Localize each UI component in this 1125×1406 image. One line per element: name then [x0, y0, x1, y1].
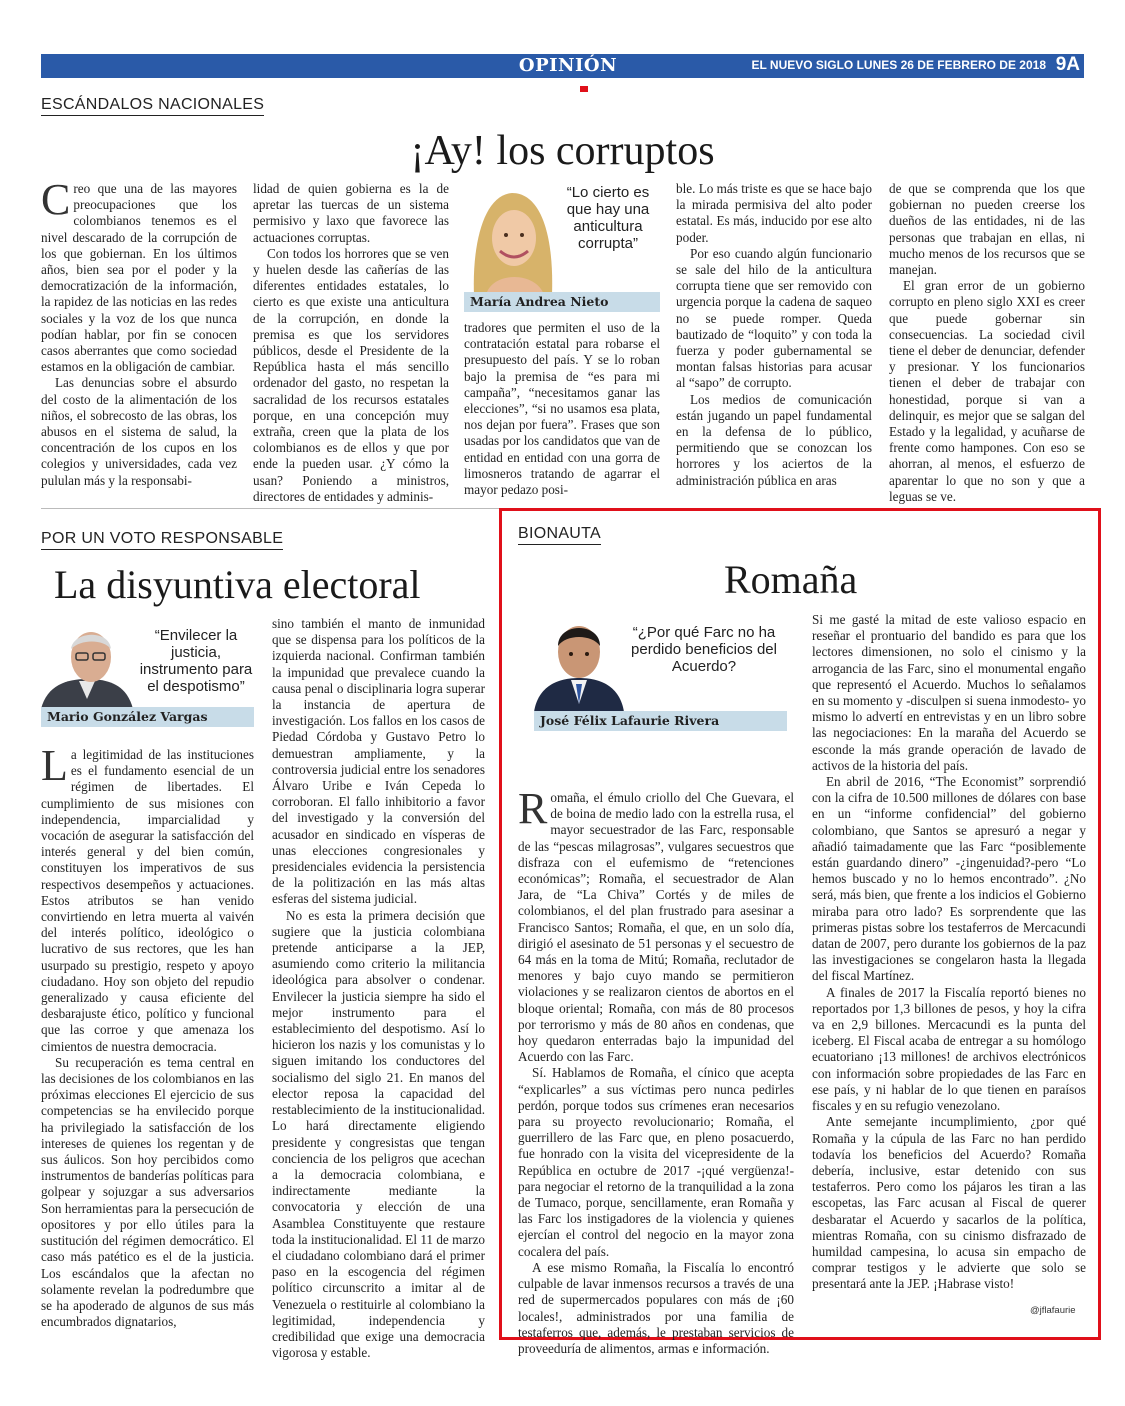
- kicker-bionauta: BIONAUTA: [518, 525, 601, 545]
- section-title: OPINIÓN: [518, 55, 618, 76]
- article-1-column-3: [464, 320, 660, 503]
- paragraph: ble. Lo más triste es que se hace bajo la mirada permisiva del alto poder estatal. Es más, inducido por ese alto poder.: [676, 181, 872, 245]
- kicker-voto-responsable: POR UN VOTO RESPONSABLE: [41, 530, 283, 550]
- paragraph: Sí. Hablamos de Romaña, el cínico que acepta “explicarles” a sus víctimas pero nunca pedirles perdón, porque todos sus crímenes eran necesarios para su proyecto revolucionario; Romaña, el guerrillero de las Farc que, en pleno posacuerdo, fue honrado con la visita del vicepresidente de la República en octubre de 2017 -¡qué vergüenza!- para negociar el retorno de la tranquilidad a la zona de Tumaco, porque, sencillamente, eran Romaña y las Farc los instigadores de la violencia y quienes ejercían el control del negocio en la mayor zona cocalera del país.: [518, 1065, 794, 1259]
- paragraph: de que se comprenda que los que gobiernan no pueden creerse los dueños de las entidades, ni de las personas que trabajan en ellas, ni mucho menos de los recursos que se manejan.: [889, 181, 1085, 278]
- article-1-column-2: [253, 181, 449, 503]
- pull-quote-lafaurie: “¿Por qué Farc no ha perdido beneficios del Acuerdo?: [631, 624, 777, 675]
- portrait-image: [41, 619, 133, 709]
- paragraph: No es esta la primera decisión que sugiere que la justicia colombiana pretende anticiparse a la JEP, asumiendo como criterio la militancia ideológica para absolver o condenar. Envilecer la justicia siempre ha sido el mejor instrumento para el establecimiento del despotismo. Así lo hicieron los nazis y los comunistas y lo siguen imitando los conductores del socialismo del siglo 21. En manos del elector reposa la capacidad del restablecimiento de la institucionalidad. Lo hará directamente eligiendo presidente y congresistas que tengan conciencia de los peligros que acechan a la democracia colombiana, e indirectamente mediante la convocatoria y elección de una Asamblea Constituyente que restaure toda la institucionalidad. El 11 de marzo el ciudadano colombiano dará el primer paso en la escogencia del régimen político circunscrito a imitar al de Venezuela o restituirle al colombiano la legitimidad, independencia y credibilidad que exige una democracia vigorosa y estable.: [272, 907, 486, 1361]
- paragraph: sino también el manto de inmunidad que se dispensa para los políticos de la izquierda nacional. Confirman también la impunidad que prevalece cuando la causa penal o disciplinaria logra superar la instancia de apertura de investigación. Los fallos en los casos de Piedad Córdoba y Gustavo Petro lo demuestran ampliamente, y la controversia judicial entre los senadores Álvaro Uribe e Iván Cepeda lo corroboran. El fallo inhibitorio a favor del investigado y la conversión del acusador en sindicado en vísperas de unas elecciones congresionales y presidenciales evidencia la persistencia de la politización en las más altas esferas del sistema judicial.: [272, 616, 485, 907]
- headline-romana: Romaña: [724, 557, 858, 602]
- paragraph: a legitimidad de las instituciones es el fundamento esencial de un régimen de libertades. El cumplimiento de sus misiones con independencia, imparcialidad y vocación de asegurar la satisfacción del interés general y del bien común, constituyen los imperativos de sus respectivos desempeños y actuaciones. Estos atributos se han venido convirtiendo en letra muerta al vaivén del interés político, ideológico o lucrativo de sus rectores, que les han usurpado su prestigio, respeto y apoyo ciudadano. Hoy son objeto del repudio generalizado y causa eficiente del desbarajuste ético, político y funcional que las corroe y que amenaza los cimientos de nuestra democracia.: [41, 747, 254, 1054]
- paragraph: Los medios de comunicación están jugando un papel fundamental en la defensa de lo público, permitiendo que se conozcan los horrores y los aciertos de la administración pública en aras: [676, 391, 872, 488]
- paragraph: Su recuperación es tema central en las decisiones de los colombianos en las próximas elecciones El ejercicio de sus competencias se ha envilecido porque ha privilegiado la satisfacción de los intereses de quienes los regentan y de sus áulicos. Son hoy percibidos como instrumentos de banderías políticas para golpear y sojuzgar a sus adversarios Son herramientas para la persecución de opositores y por ello útiles para la sustitución del régimen democrático. El caso más patético es el de la justicia. Los escándalos que la afectan no solamente revelan la podredumbre que se ha apoderado de algunos de sus más encumbrados dignatarios,: [41, 1054, 254, 1330]
- byline-gonzalez: Mario González Vargas: [41, 707, 254, 727]
- author-photo-nieto: [464, 183, 559, 295]
- pull-quote-gonzalez: “Envilecer la justicia, instrumento para el despotismo”: [139, 627, 253, 695]
- paragraph: En abril de 2016, “The Economist” sorprendió con la cifra de 10.500 millones de dólares con base en un “informe confidencial” del gobierno colombiano, que Santos se apresuró a negar y añadió taimadamente que las Farc “posiblemente están guardando dinero” -¿ingenuidad?-pero “Lo hemos buscado y no lo hemos encontrado”. ¿No será, más bien, que frente a los indicios el Gobierno miraba para otro lado? Es sorprendente que las primeras pistas sobre los testaferros de Mercacundi datan de 2007, pero durante los gobiernos de la paz las investigaciones se congelaron hasta la llegada del fiscal Martínez.: [812, 774, 1086, 984]
- dropcap: R: [518, 784, 548, 833]
- pull-quote-nieto: “Lo cierto es que hay una anticultura corrupta”: [566, 184, 650, 252]
- page-header-bar: [41, 54, 1084, 78]
- paragraph: Ante semejante incumplimiento, ¿por qué Romaña y la cúpula de las Farc no han perdido todavía los beneficios del Acuerdo? Romaña debería, inclusive, estar detenido con sus testaferros. Pero como los pájaros les tiran a las escopetas, las Farc acusan al Fiscal de querer desbaratar el Acuerdo y sacarlos de la política, mientras Romaña, con su cinismo disfrazado de humildad campesina, lo acusa sin empacho de comprar testigos y le advierte que solo se presentará ante la JEP. ¡Habrase visto!: [812, 1114, 1086, 1292]
- paragraph: A finales de 2017 la Fiscalía reportó bienes no reportados por 1,3 billones de pesos, y hoy la cifra va en 2,9 billones. Mercacundi es la punta del iceberg. El Fiscal acaba de entregar a su homólogo ecuatoriano ¡13 millones! de archivos electrónicos con información sobre propiedades de las Farc en ese país, y ni hablar de lo que tienen en paraísos fiscales y en su refugio venezolano.: [812, 984, 1086, 1114]
- article-1-column-1: [41, 175, 237, 503]
- kicker-escandalos: ESCÁNDALOS NACIONALES: [41, 96, 264, 116]
- headline-corruptos: ¡Ay! los corruptos: [410, 128, 715, 174]
- paragraph: Si me gasté la mitad de este valioso espacio en reseñar el prontuario del bandido es para que los lectores dimensionen, no solo el cinismo y la arrogancia de las Farc, sino el monumental engaño que representó el Acuerdo. Muchos lo señalamos en su momento y -disculpen si suena inmodesto- yo mismo lo advertí en entrevistas y en un libro sobre las negociaciones: En la maraña del Acuerdo se esconde la más grande operación de lavado de activos de la historia del país.: [812, 612, 1086, 773]
- author-photo-gonzalez: [41, 619, 133, 709]
- dropcap: L: [41, 741, 68, 790]
- section-marker: [580, 86, 588, 92]
- article-2-column-1: [41, 741, 254, 1330]
- portrait-image: [534, 612, 624, 712]
- headline-disyuntiva: La disyuntiva electoral: [54, 562, 421, 607]
- paragraph: Las denuncias sobre el absurdo del costo de la alimentación de los niños, el sobrecosto de las obras, los abusos en el sistema de salud, la concentración de los cupos en los colegios y universidades, cada vez pululan más y la responsabi-: [41, 375, 237, 488]
- paragraph: tradores que permiten el uso de la contratación estatal para robarse el presupuesto del país. Y se lo roban bajo la premisa de “es para mi campaña”, “necesitamos ganar las elecciones”, “si no usamos esa plata, nos dejan por fuera”. Frases que son usadas por los candidatos que van de entidad en entidad con una gorra de limosneros tratando de agarrar el mayor pedazo posi-: [464, 320, 660, 498]
- dateline: EL NUEVO SIGLO LUNES 26 DE FEBRERO DE 2018: [751, 58, 1046, 72]
- paragraph: reo que una de las mayores preocupaciones que los colombianos tenemos es el nivel descarado de la corrupción de los que gobiernan. En los últimos años, bien sea por el poder y la democratización de la información, la rapidez de las noticias en las redes sociales y la voz de los que nunca podían hablar, por fin se conocen casos aberrantes que como sociedad estamos en la obligación de cambiar.: [41, 181, 237, 375]
- paragraph: lidad de quien gobierna es la de apretar las tuercas de un sistema permisivo y laxo que favorece las actuaciones corruptas.: [253, 181, 449, 245]
- twitter-handle: @jflafaurie: [1030, 1305, 1076, 1316]
- article-1-column-4: [676, 181, 872, 503]
- article-1-column-5: [889, 181, 1085, 503]
- paragraph: El gran error de un gobierno corrupto en pleno siglo XXI es creer que puede gobernar sin consecuencias. La sociedad civil tiene el deber de denunciar, defender y presionar. Y los funcionarios tienen el deber de trabajar con honestidad, porque si van a delinquir, es mejor que se salgan del Estado y la legalidad, y acuñarse de frente como hampones. Con eso se ahorran, al menos, el esfuerzo de aparentar lo que no son y que a leguas se ve.: [889, 278, 1085, 504]
- byline-lafaurie: José Félix Lafaurie Rivera: [534, 711, 787, 731]
- article-3-column-2: [812, 612, 1086, 1304]
- paragraph: omaña, el émulo criollo del Che Guevara, el de boina de medio lado con la estrella rusa, el mayor secuestrador de las Farc, responsable de las “pescas milagrosas”, vulgares secuestros que disfraza con el eufemismo de “retenciones económicas”; Romaña, el secuestrador de Alan Jara, de “La Chiva” Cortés y de miles de colombianos, el del plan frustrado para asesinar a Francisco Santos; Romaña, el que, en un solo día, dirigió el asesinato de 51 personas y el secuestro de 64 más en la toma de Mitú; Romaña, reclutador de menores y bajo cuyo mando se permitieron violaciones y se realizaron cientos de abortos en el bloque oriental; Romaña, con más de 80 procesos por terrorismo y más de 80 años en condenas, que hoy quedaron enterradas bajo la impunidad del Acuerdo con las Farc.: [518, 790, 794, 1065]
- portrait-image: [464, 183, 559, 295]
- byline-nieto: María Andrea Nieto: [464, 292, 660, 312]
- article-2-column-2: [272, 616, 486, 1361]
- paragraph: Con todos los horrores que se ven y huelen desde las cañerías de las diferentes entidades estatales, lo cierto es que existe una anticultura de la corrupción, en donde la premisa es que los servidores públicos, desde el Presidente de la República hasta el más sencillo ordenador del gasto, no respetan la sacralidad de los recursos estatales porque, en una concepción muy extraña, creen que la plata de los colombianos es de ellos y que por ende la pueden usar. ¿Y cómo la usan? Poniendo a ministros, directores de entidades y adminis-: [253, 245, 449, 504]
- article-3-column-1: [518, 784, 794, 1356]
- author-photo-lafaurie: [534, 612, 624, 712]
- page-number: 9A: [1055, 54, 1080, 75]
- paragraph: Por eso cuando algún funcionario se sale del hilo de la anticultura corrupta tiene que ser removido con urgencia porque la cadena de saqueo no se puede romper. Queda bautizado de “loquito” y con toda la fuerza y poder gubernamental se montan falsas historias para acusar al “sapo” de corrupto.: [676, 245, 872, 391]
- dropcap: C: [41, 175, 71, 224]
- paragraph: A ese mismo Romaña, la Fiscalía lo encontró culpable de lavar inmensos recursos a través de una red de supermercados populares con más de ¡60 locales!, administrados por una familia de testaferros que, además, le prestaban servicios de proveeduría de alimentos, armas e información.: [518, 1259, 794, 1356]
